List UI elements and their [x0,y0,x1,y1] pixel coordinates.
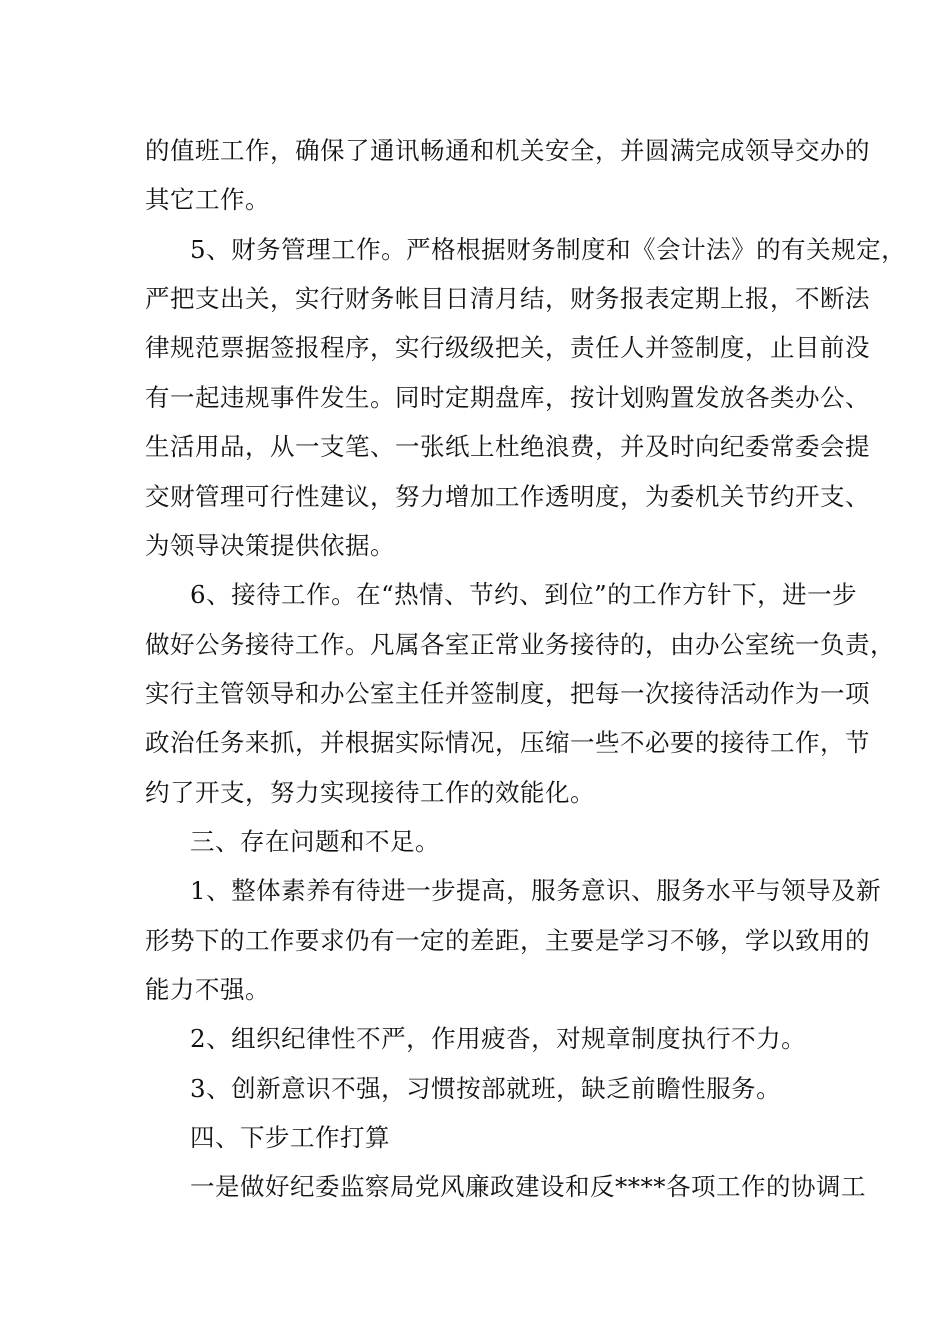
paragraph-start-finance: 5、财务管理工作。严格根据财务制度和《会计法》的有关规定， [190,235,907,264]
text-line: 严把支出关，实行财务帐目日清月结，财务报表定期上报，不断法 [145,284,870,313]
text-line: 为领导决策提供依据。 [145,531,395,560]
text-line: 有一起违规事件发生。同时定期盘库，按计划购置发放各类办公、 [145,383,870,412]
text-line: 其它工作。 [145,185,270,214]
paragraph-start-problem-1: 1、整体素养有待进一步提高，服务意识、服务水平与领导及新 [190,876,882,905]
paragraph-problem-3: 3、创新意识不强，习惯按部就班，缺乏前瞻性服务。 [190,1074,782,1103]
text-line: 律规范票据签报程序，实行级级把关，责任人并签制度，止目前没 [145,333,870,362]
text-line: 政治任务来抓，并根据实际情况，压缩一些不必要的接待工作，节 [145,728,870,757]
text-line: 能力不强。 [145,975,270,1004]
paragraph-start-next-1: 一是做好纪委监察局党风廉政建设和反****各项工作的协调工 [190,1172,866,1201]
text-line: 约了开支，努力实现接待工作的效能化。 [145,778,595,807]
text-line: 实行主管领导和办公室主任并签制度，把每一次接待活动作为一项 [145,679,870,708]
text-line: 的值班工作，确保了通讯畅通和机关安全，并圆满完成领导交办的 [145,136,870,165]
text-line: 形势下的工作要求仍有一定的差距，主要是学习不够，学以致用的 [145,926,870,955]
text-line: 做好公务接待工作。凡属各室正常业务接待的，由办公室统一负责， [145,630,895,659]
section-heading-next-steps: 四、下步工作打算 [190,1123,390,1152]
paragraph-problem-2: 2、组织纪律性不严，作用疲沓，对规章制度执行不力。 [190,1024,807,1053]
text-line: 生活用品，从一支笔、一张纸上杜绝浪费，并及时向纪委常委会提 [145,432,870,461]
text-line: 交财管理可行性建议，努力增加工作透明度，为委机关节约开支、 [145,482,870,511]
section-heading-problems: 三、存在问题和不足。 [190,827,440,856]
paragraph-start-reception: 6、接待工作。在“热情、节约、到位”的工作方针下，进一步 [190,580,858,609]
